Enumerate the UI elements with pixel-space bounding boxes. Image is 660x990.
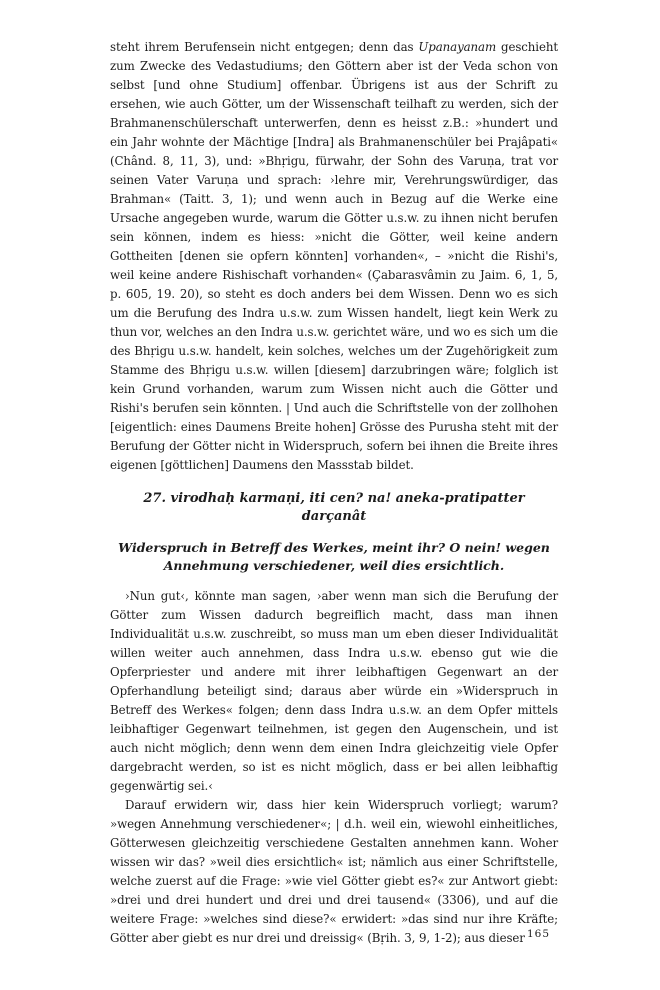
reply-paragraph: Darauf erwidern wir, dass hier kein Widerspruch vorliegt; warum? »wegen Annehmung verschiedener«; | d.h. weil ein, wiewohl einheitliches, Götterwesen gleichzeitig verschiedene Gestalten annehmen kann. Woher wissen wir das? »weil dies ersichtlich« ist; nämlich aus einer Schriftstelle, welche zuerst auf die Frage: »wie viel Götter giebt es?« zur Antwort giebt: »drei und drei hundert und drei und drei tausend« (3306), und auf die weitere Frage: »welches sind diese?« erwidert: »das sind nur ihre Kräfte; Götter aber giebt es nur drei und dreissig« (Bṛih. 3, 9, 1-2); aus dieser [110, 798, 558, 945]
sutra-translation [110, 539, 558, 575]
continuation-paragraph [110, 38, 558, 475]
sutra-translation-line1: Widerspruch in Betreff des Werkes, meint ihr? O nein! wegen [118, 540, 550, 555]
continuation-text-after: geschieht zum Zwecke des Vedastudiums; den Göttern aber ist der Veda schon von selbst [und ohne Studium] offenbar. Übrigens ist aus der Schrift zu ersehen, wie auch Götter, um der Wissenschaft teilhaft zu werden, sich der Brahmanenschülerschaft unterwerfen, denn es heisst z.B.: »hundert und ein Jahr wohnte der Mächtige [Indra] als Brahmanenschüler bei Prajâpati« (Chând. 8, 11, 3), und: »Bhṛigu, fürwahr, der Sohn des Varuṇa, trat vor seinen Vater Varuṇa und sprach: ›lehre mir, Verehrungswürdiger, das Brahman« (Taitt. 3, 1); und wenn auch in Bezug auf die Werke eine Ursache angegeben wurde, warum die Götter u.s.w. zu ihnen nicht berufen sein können, indem es hiess: »nicht die Götter, weil keine andern Gottheiten [denen sie opfern könnten] vorhanden«, – »nicht die Rishi's, weil keine andere Rishischaft vorhanden« (Çabarasvâmin zu Jaim. 6, 1, 5, p. 605, 19. 20), so steht es doch anders bei dem Wissen. Denn wo es sich um die Berufung des Indra u.s.w. zum Wissen handelt, liegt kein Werk zu thun vor, welches an den Indra u.s.w. gerichtet wäre, und wo es sich um die des Bhṛigu u.s.w. handelt, kein solches, welches um der Zugehörigkeit zum Stamme des Bhṛigu u.s.w. willen [diesem] darzubringen wäre; folglich ist kein Grund vorhanden, warum zum Wissen nicht auch die Götter und Rishi's berufen sein könnten. | Und auch die Schriftstelle von der zollhohen [eigentlich: eines Daumens Breite hohen] Grösse des Purusha steht mit der Berufung der Götter nicht in Widerspruch, sofern bei ihnen die Breite ihres eigenen [göttlichen] Daumens den Massstab bildet. [110, 40, 558, 472]
sutra-translation-line2: Annehmung verschiedener, weil dies ersichtlich. [163, 558, 505, 573]
objection-paragraph: ›Nun gut‹, könnte man sagen, ›aber wenn man sich die Berufung der Götter zum Wissen dadurch begreiflich macht, dass man ihnen Individualität u.s.w. zuschreibt, so muss man um eben dieser Individualität willen weiter auch annehmen, dass Indra u.s.w. ebenso gut wie die Opferpriester und andere mit ihrer leibhaftigen Gegenwart an der Opferhandlung beteiligt sind; daraus aber würde ein »Widerspruch in Betreff des Werkes« folgen; denn dass Indra u.s.w. an dem Opfer mittels leibhaftiger Gegenwart teilnehmen, ist gegen den Augenschein, und ist auch nicht möglich; denn wenn dem einen Indra gleichzeitig viele Opfer dargebracht werden, so ist es nicht möglich, dass er bei allen leibhaftig gegenwärtig sei.‹ [110, 589, 558, 793]
page-number: 165 [526, 928, 550, 940]
italic-term-upanayanam: Upanayanam [418, 40, 497, 54]
continuation-text-before: steht ihrem Berufensein nicht entgegen; denn das [110, 40, 419, 54]
text-block [110, 38, 558, 948]
sutra-heading: 27. virodhaḥ karmaṇi, iti cen? na! aneka-pratipatter darçanât [143, 491, 525, 524]
